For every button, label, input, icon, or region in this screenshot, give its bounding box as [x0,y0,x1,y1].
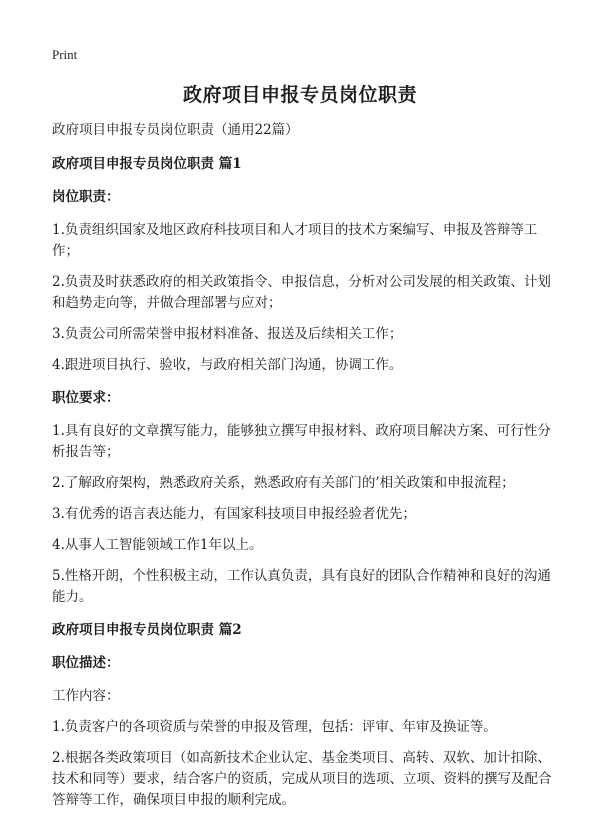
duties-heading: 岗位职责： [52,189,120,205]
requirement-item: 5.性格开朗，个性积极主动，工作认真负责，具有良好的团队合作精神和良好的沟通能力。 [52,568,551,605]
document-subtitle: 政府项目申报专员岗位职责（通用22篇） [52,122,299,138]
print-link[interactable]: Print [52,47,78,62]
duty-item: 1.负责组织国家及地区政府科技项目和人才项目的技术方案编写、申报及答辩等工作； [52,222,538,259]
work-item: 2.根据各类政策项目（如高新技术企业认定、基金类项目、高转、双软、加计扣除、技术和同等）要求，结合客户的资质，完成从项目的选项、立项、资料的撰写及配合答辩等工作，确保项目申报的顺利完成。 [52,750,552,808]
duty-item: 4.跟进项目执行、验收，与政府相关部门沟通，协调工作。 [52,357,403,373]
duty-item: 2.负责及时获悉政府的相关政策指令、申报信息，分析对公司发展的相关政策、计划和趋势走向等，并做合理部署与应对； [52,274,551,311]
work-content-label: 工作内容： [52,688,120,704]
article-1-heading: 政府项目申报专员岗位职责 篇1 [52,156,242,172]
page-title: 政府项目申报专员岗位职责 [182,84,417,106]
requirement-item: 1.具有良好的文章撰写能力，能够独立撰写申报材料、政府项目解决方案、可行性分析报告等； [52,423,551,460]
description-heading: 职位描述： [52,655,120,671]
requirement-item: 4.从事人工智能领域工作1年以上。 [52,537,263,553]
article-2-heading: 政府项目申报专员岗位职责 篇2 [52,622,242,638]
requirements-heading: 职位要求： [52,390,120,406]
duty-item: 3.负责公司所需荣誉申报材料准备、报送及后续相关工作； [52,326,403,342]
document-body [52,120,552,821]
work-item: 1.负责客户的各项资质与荣誉的申报及管理，包括：评审、年审及换证等。 [52,719,497,735]
requirement-item: 3.有优秀的语言表达能力，有国家科技项目申报经验者优先； [52,506,416,522]
requirement-item: 2.了解政府架构，熟悉政府关系，熟悉政府有关部门的’相关政策和申报流程； [52,475,515,491]
